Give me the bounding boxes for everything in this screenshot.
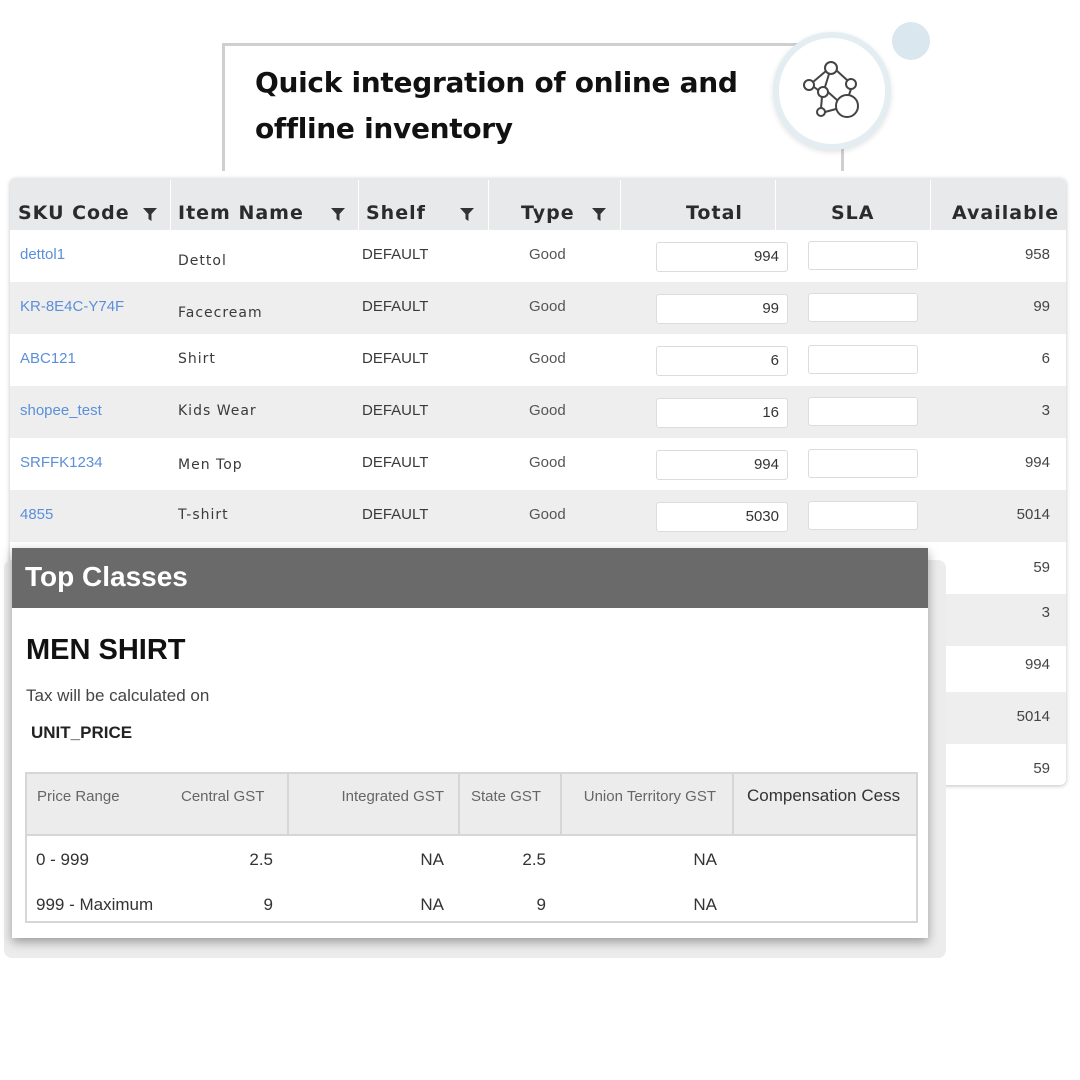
item-name: Facecream <box>178 305 263 321</box>
available-value: 5014 <box>1016 708 1050 725</box>
column-header-sla[interactable]: SLA <box>831 202 875 224</box>
sku-link[interactable]: shopee_test <box>20 402 102 419</box>
type-value: Good <box>529 246 566 263</box>
shelf-value: DEFAULT <box>362 350 429 367</box>
shelf-value: DEFAULT <box>362 454 429 471</box>
item-name: Dettol <box>178 253 227 269</box>
gst-range: 0 - 999 <box>36 850 89 869</box>
gst-header-price-range: Price Range <box>37 788 120 805</box>
available-value: 994 <box>1024 454 1050 471</box>
sla-input[interactable] <box>808 241 918 270</box>
available-value: 99 <box>1033 298 1050 315</box>
gst-union-territory: NA <box>693 850 717 869</box>
network-icon-badge <box>773 32 891 150</box>
sla-input[interactable] <box>808 397 918 426</box>
top-classes-header <box>12 548 928 608</box>
column-divider <box>488 180 489 230</box>
column-header-total[interactable]: Total <box>686 202 743 224</box>
gst-central: 2.5 <box>249 850 273 869</box>
sku-link[interactable]: ABC121 <box>20 350 76 367</box>
total-input[interactable]: 994 <box>656 242 788 272</box>
header-title-line1: Quick integration of online and <box>255 66 738 99</box>
shelf-value: DEFAULT <box>362 298 429 315</box>
available-value: 59 <box>1033 760 1050 777</box>
gst-table-header <box>27 774 916 836</box>
shelf-value: DEFAULT <box>362 402 429 419</box>
sla-input[interactable] <box>808 449 918 478</box>
gst-state: 9 <box>536 895 546 914</box>
filter-icon[interactable] <box>460 208 474 222</box>
total-input[interactable]: 994 <box>656 450 788 480</box>
total-input[interactable]: 5030 <box>656 502 788 532</box>
inventory-table-header <box>10 178 1066 230</box>
gst-range: 999 - Maximum <box>36 895 154 914</box>
column-divider <box>930 180 931 230</box>
available-value: 6 <box>1041 350 1050 367</box>
header-title-line2: offline inventory <box>255 112 513 145</box>
sku-link[interactable]: KR-8E4C-Y74F <box>20 298 125 315</box>
available-value: 994 <box>1024 656 1050 673</box>
class-name: MEN SHIRT <box>26 634 186 666</box>
type-value: Good <box>529 506 566 523</box>
item-name: T-shirt <box>178 507 229 523</box>
column-header-type[interactable]: Type <box>521 202 575 224</box>
filter-icon[interactable] <box>331 208 345 222</box>
table-row <box>10 334 1066 386</box>
shelf-value: DEFAULT <box>362 246 429 263</box>
sku-link[interactable]: 4855 <box>20 506 54 523</box>
tax-label: Tax will be calculated on <box>26 686 210 705</box>
item-name: Shirt <box>178 351 216 367</box>
table-row <box>10 230 1066 282</box>
column-divider <box>358 180 359 230</box>
type-value: Good <box>529 454 566 471</box>
tax-value: UNIT_PRICE <box>31 723 133 742</box>
top-classes-card <box>12 548 928 938</box>
column-divider <box>732 774 734 836</box>
available-value: 3 <box>1041 604 1050 621</box>
gst-header-state: State GST <box>471 788 542 805</box>
column-divider <box>620 180 621 230</box>
item-name: Men Top <box>178 457 243 473</box>
gst-header-cess: Compensation Cess <box>747 786 901 805</box>
gst-table <box>25 772 918 923</box>
column-header-shelf[interactable]: Shelf <box>366 202 426 224</box>
column-divider <box>458 774 460 836</box>
gst-state: 2.5 <box>522 850 546 869</box>
available-value: 3 <box>1041 402 1050 419</box>
sla-input[interactable] <box>808 345 918 374</box>
column-divider <box>287 774 289 836</box>
gst-header-union-territory: Union Territory GST <box>583 788 716 805</box>
shelf-value: DEFAULT <box>362 506 429 523</box>
gst-integrated: NA <box>420 850 444 869</box>
type-value: Good <box>529 402 566 419</box>
type-value: Good <box>529 350 566 367</box>
available-value: 958 <box>1024 246 1050 263</box>
gst-central: 9 <box>263 895 273 914</box>
gst-header-integrated: Integrated GST <box>341 788 444 805</box>
column-header-sku[interactable]: SKU Code <box>18 202 130 224</box>
top-classes-title: Top Classes <box>25 561 188 592</box>
header-title <box>255 60 775 152</box>
total-input[interactable]: 6 <box>656 346 788 376</box>
column-divider <box>170 180 171 230</box>
gst-integrated: NA <box>420 895 444 914</box>
table-row <box>10 386 1066 438</box>
sla-input[interactable] <box>808 293 918 322</box>
sla-input[interactable] <box>808 501 918 530</box>
filter-icon[interactable] <box>143 208 157 222</box>
decorative-bubble <box>892 22 930 60</box>
total-input[interactable]: 16 <box>656 398 788 428</box>
column-divider <box>560 774 562 836</box>
gst-header-central: Central GST <box>181 788 265 805</box>
filter-icon[interactable] <box>592 208 606 222</box>
table-row <box>10 490 1066 542</box>
available-value: 5014 <box>1016 506 1050 523</box>
available-value: 59 <box>1033 559 1050 576</box>
column-header-item-name[interactable]: Item Name <box>178 202 304 224</box>
gst-union-territory: NA <box>693 895 717 914</box>
column-header-available[interactable]: Available <box>952 202 1060 224</box>
item-name: Kids Wear <box>178 403 257 419</box>
type-value: Good <box>529 298 566 315</box>
column-divider <box>775 180 776 230</box>
table-row <box>10 282 1066 334</box>
table-row <box>10 438 1066 490</box>
total-input[interactable]: 99 <box>656 294 788 324</box>
network-icon <box>801 60 863 122</box>
header-card <box>222 43 844 171</box>
sku-link[interactable]: SRFFK1234 <box>20 454 103 471</box>
sku-link[interactable]: dettol1 <box>20 246 66 263</box>
